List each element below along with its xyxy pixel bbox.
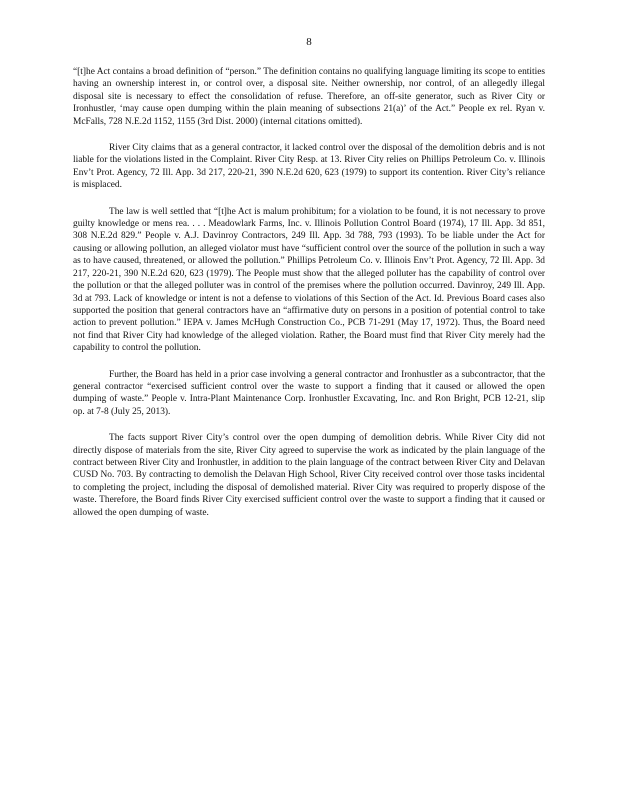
- paragraph-quote-person-definition: “[t]he Act contains a broad definition of “person.” The definition contains no qualifying language limiting its scope to entities having an ownership interest in, or control over, a disposal site. Neither ownership, nor control, of an allegedly illegal disposal site is necessary to effect the consolidation of refuse. Therefore, an off-site generator, such as River City or Ironhustler, ‘may cause open dumping within the plain meaning of subsections 21(a)’ of the Act.” People ex rel. Ryan v. McFalls, 728 N.E.2d 1152, 1155 (3rd Dist. 2000) (internal citations omitted).: [73, 67, 545, 127]
- paragraph-prior-case: Further, the Board has held in a prior case involving a general contractor and Ironhustler as a subcontractor, that the general contractor “exercised sufficient control over the waste to support a finding that it caused or allowed the open dumping of waste.” People v. Intra-Plant Maintenance Corp. Ironhustler Excavating, Inc. and Ron Bright, PCB 12-21, slip op. at 7-8 (July 25, 2013).: [73, 369, 545, 417]
- page-number: 8: [306, 36, 312, 48]
- paragraph-law-settled: The law is well settled that “[t]he Act is malum prohibitum; for a violation to be found, it is not necessary to prove guilty knowledge or mens rea. . . . Meadowlark Farms, Inc. v. Illinois Pollution Control Board (1974), 17 Ill. App. 3d 851, 308 N.E.2d 829.” People v. A.J. Davinroy Contractors, 249 Ill. App. 3d 788, 793 (1993). To be liable under the Act for causing or allowing pollution, an alleged violator must have “sufficient control over the source of the pollution in such a way as to have caused, threatened, or allowed the pollution.” Phillips Petroleum Co. v. Illinois Env’t Prot. Agency, 72 Ill. App. 3d 217, 220-21, 390 N.E.2d 620, 623 (1979). The People must show that the alleged polluter has the capability of control over the pollution or that the alleged polluter was in control of the premises where the pollution occurred. Davinroy, 249 Ill. App. 3d at 793. Lack of knowledge or intent is not a defense to violations of this Section of the Act. Id. Previous Board cases also supported the position that general contractors have an “affirmative duty on persons in a position of potential control to take action to prevent pollution.” IEPA v. James McHugh Construction Co., PCB 71-291 (May 17, 1972). Thus, the Board need not find that River City had knowledge of the alleged violation. Rather, the Board must find that River City merely had the capability to control the pollution.: [73, 206, 545, 354]
- paragraph-facts-support: The facts support River City’s control over the open dumping of demolition debris. While River City did not directly dispose of materials from the site, River City agreed to supervise the work as indicated by the plain language of the contract between River City and Ironhustler, in addition to the plain language of the contract between River City and Delavan CUSD No. 703. By contracting to demolish the Delavan High School, River City received control over those tasks incidental to completing the project, including the disposal of demolished material. River City was required to properly dispose of the waste. Therefore, the Board finds River City exercised sufficient control over the waste to support a finding that it caused or allowed the open dumping of waste.: [73, 433, 545, 518]
- document-body: [73, 66, 545, 533]
- paragraph-river-city-claims: River City claims that as a general contractor, it lacked control over the disposal of the demolition debris and is not liable for the violations listed in the Complaint. River City Resp. at 13. River City relies on Phillips Petroleum Co. v. Illinois Env’t Prot. Agency, 72 Ill. App. 3d 217, 220-21, 390 N.E.2d 620, 623 (1979) to support its contention. River City’s reliance is misplaced.: [73, 143, 545, 191]
